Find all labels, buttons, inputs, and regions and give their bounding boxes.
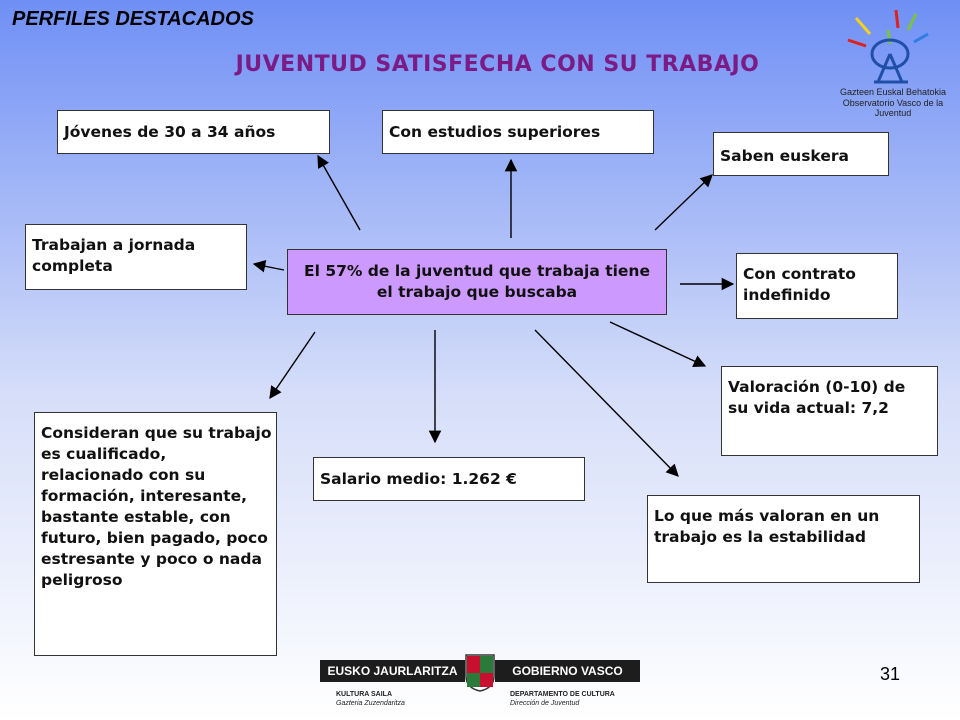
arrow-to-rating	[610, 322, 705, 366]
page-number: 31	[880, 664, 901, 684]
box-contract: Con contrato indefinido	[736, 253, 898, 319]
coat-of-arms-icon	[463, 652, 497, 692]
section-header: PERFILES DESTACADOS	[12, 8, 254, 30]
page-title: JUVENTUD SATISFECHA CON SU TRABAJO	[235, 52, 760, 77]
box-age: Jóvenes de 30 a 34 años	[57, 110, 330, 154]
gov-band-es: GOBIERNO VASCO	[495, 660, 640, 682]
box-studies: Con estudios superiores	[382, 110, 654, 154]
basque-government-logo	[320, 652, 640, 716]
box-most-valued: Lo que más valoran en un trabajo es la estabilidad	[647, 495, 920, 583]
gov-dept-eu: KULTURA SAILA Gazteria Zuzendaritza	[336, 691, 405, 707]
central-statement: El 57% de la juventud que trabaja tiene el trabajo que buscaba	[287, 249, 667, 315]
box-euskera: Saben euskera	[713, 132, 889, 176]
observatory-name-es: Observatorio Vasco de la Juventud	[842, 98, 944, 118]
box-fulltime: Trabajan a jornada completa	[25, 224, 247, 290]
arrow-to-qualified	[270, 332, 315, 398]
observatory-name-eu: Gazteen Euskal Behatokia	[839, 87, 947, 97]
arrow-to-euskera	[655, 175, 712, 230]
gov-dept-es: DEPARTAMENTO DE CULTURA Dirección de Juventud	[510, 691, 615, 707]
arrow-to-values	[535, 330, 678, 476]
gov-band-eu: EUSKO JAURLARITZA	[320, 660, 465, 682]
box-life-rating: Valoración (0-10) de su vida actual: 7,2	[721, 366, 938, 456]
arrow-to-fulltime	[254, 264, 284, 270]
box-average-salary: Salario medio: 1.262 €	[313, 457, 585, 501]
arrow-to-age	[318, 156, 360, 230]
box-qualified-job: Consideran que su trabajo es cualificado, relacionado con su formación, interesante, bastante estable, con futuro, bien pagado, poco estresante y poco o nada peligroso	[34, 412, 277, 656]
